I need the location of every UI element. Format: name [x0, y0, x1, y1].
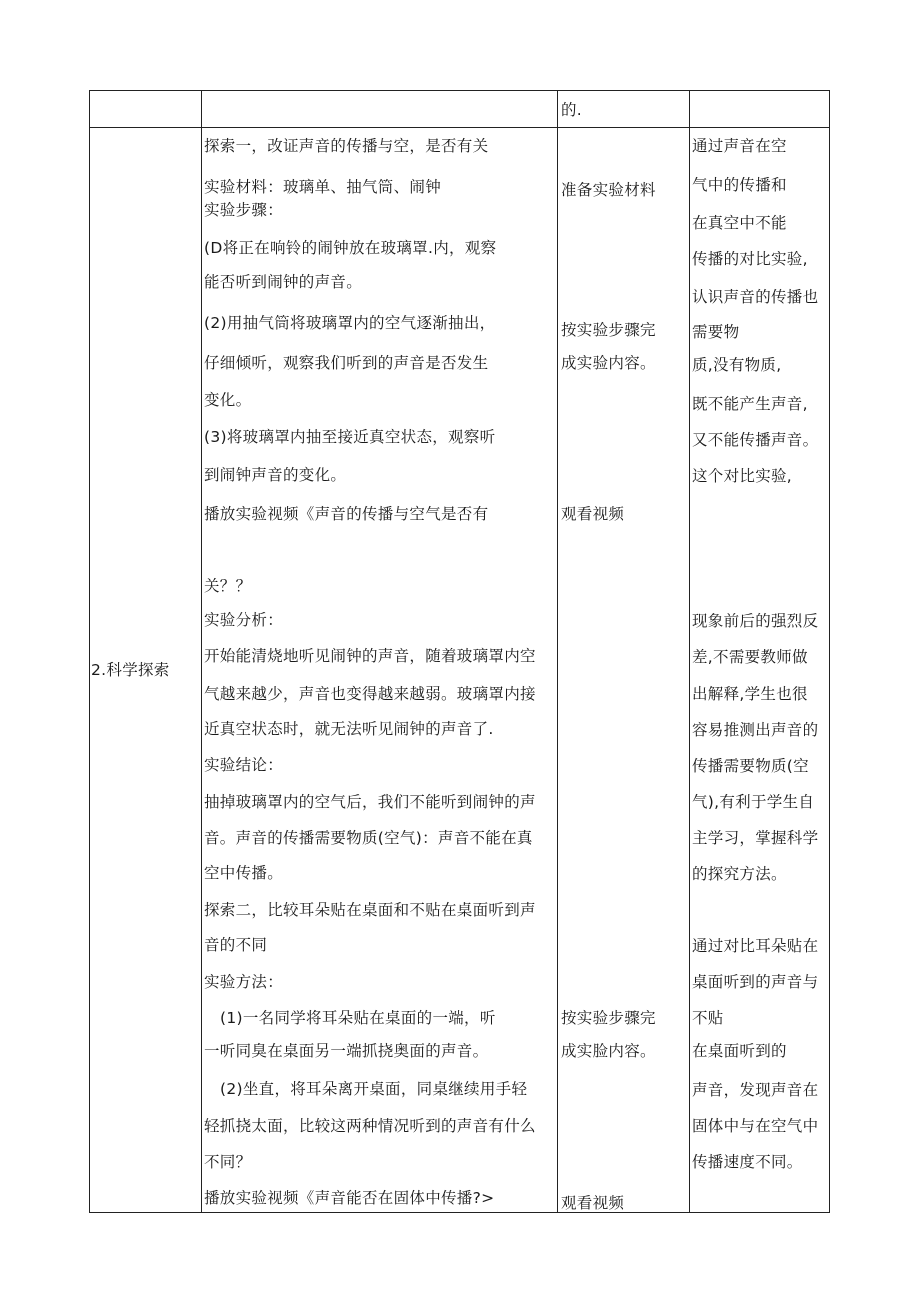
- intent-line: 固体中与在空气中: [692, 1117, 819, 1135]
- content-line: (1)一名同学将耳朵贴在桌面的一端，听: [220, 1009, 496, 1027]
- content-line: 播放实验视频《声音的传播与空气是否有: [204, 505, 489, 523]
- intent-line: 主学习，掌握科学: [692, 829, 819, 847]
- col-divider-2: [557, 90, 558, 1213]
- content-line: 变化。: [204, 391, 252, 409]
- col-border-right: [829, 90, 830, 1213]
- col-divider-3: [689, 90, 690, 1213]
- intent-line: 认识声音的传播也: [692, 288, 819, 306]
- intent-line: 桌面听到的声音与: [692, 973, 819, 991]
- activity-line: 观看视频: [561, 505, 625, 523]
- content-line: (2)坐直，将耳朵离开桌面，同桌继续用手轻: [220, 1080, 528, 1098]
- content-line: 一听同臭在桌面另一端抓挠奥面的声音。: [204, 1042, 489, 1060]
- intent-line: 气中的传播和: [692, 176, 787, 194]
- content-line: 实验步骤：: [204, 201, 284, 219]
- top-row-method-text: 的.: [561, 101, 583, 119]
- activity-line: 成实脸内容。: [561, 1042, 656, 1060]
- activity-line: 按实验步骤完: [561, 321, 656, 339]
- intent-line: 又不能传播声音。: [692, 431, 819, 449]
- intent-line: 声音，发现声音在: [692, 1081, 819, 1099]
- content-line: 气越来越少，声音也变得越来越弱。玻璃罩内接: [204, 685, 536, 703]
- intent-line: 既不能产生声音,: [692, 395, 808, 413]
- intent-line: 传播的对比实验,: [692, 250, 808, 268]
- content-line: 音的不同: [204, 936, 268, 954]
- content-line: 关？？: [204, 577, 252, 595]
- content-line: 抽掉玻璃罩内的空气后，我们不能听到闹钟的声: [204, 793, 536, 811]
- intent-line: 出解释,学生也很: [692, 685, 808, 703]
- activity-line: 成实验内容。: [561, 354, 656, 372]
- intent-line: 差,不需要教师做: [692, 648, 808, 666]
- content-line: 空中传播。: [204, 864, 284, 882]
- content-line: 到闹钟声音的变化。: [204, 466, 347, 484]
- activity-line: 按实验步骤完: [561, 1009, 656, 1027]
- intent-line: 传播需要物质(空: [692, 757, 809, 775]
- content-line: (2)用抽气筒将玻璃罩内的空气逐渐抽出，: [204, 314, 496, 332]
- intent-line: 这个对比实验,: [692, 467, 793, 485]
- col-border-left: [89, 90, 90, 1213]
- intent-line: 在真空中不能: [692, 214, 787, 232]
- content-line: 仔细倾听，观察我们听到的声音是否发生: [204, 354, 489, 372]
- intent-line: 通过声音在空: [692, 137, 787, 155]
- content-line: 实验方法：: [204, 973, 284, 991]
- content-line: 实验材料：玻璃单、抽气筒、闹钟: [204, 178, 442, 196]
- intent-line: 通过对比耳朵贴在: [692, 937, 819, 955]
- intent-line: 不贴: [692, 1009, 724, 1027]
- content-line: 探索二，比较耳朵贴在桌面和不贴在桌面听到声: [204, 901, 536, 919]
- content-line: 能否听到闹钟的声音。: [204, 273, 363, 291]
- content-line: 轻抓挠太面，比较这两种情况听到的声音有什么: [204, 1117, 536, 1135]
- content-line: 实验分析：: [204, 611, 284, 629]
- section-label: 2.科学探索: [91, 661, 170, 679]
- content-line: 探索一，改证声音的传播与空，是否有关: [204, 137, 489, 155]
- content-line: (3)将玻璃罩内抽至接近真空状态，观察听: [204, 428, 496, 446]
- content-line: 音。声音的传播需要物质(空气)：声音不能在真: [204, 829, 533, 847]
- content-line: 开始能清烧地听见闹钟的声音，随着玻璃罩内空: [204, 647, 536, 665]
- intent-line: 现象前后的强烈反: [692, 612, 819, 630]
- content-line: 实验结论：: [204, 756, 284, 774]
- intent-line: 在桌面听到的: [692, 1042, 787, 1060]
- activity-line: 观看视频: [561, 1194, 625, 1212]
- intent-line: 质,没有物质,: [692, 356, 782, 374]
- col-divider-1: [201, 90, 202, 1213]
- content-line: 近真空状态时，就无法听见闹钟的声音了.: [204, 720, 494, 738]
- activity-line: 准备实验材料: [561, 181, 656, 199]
- content-line: 播放实验视频《声音能否在固体中传播?>: [204, 1189, 495, 1207]
- intent-line: 容易推测出声音的: [692, 721, 819, 739]
- intent-line: 的探究方法。: [692, 865, 787, 883]
- intent-line: 气),有利于学生自: [692, 793, 815, 811]
- intent-line: 传播速度不同。: [692, 1153, 803, 1171]
- content-line: (D将正在响铃的闹钟放在玻璃罩.内，观察: [204, 239, 497, 257]
- intent-line: 需要物: [692, 323, 740, 341]
- content-line: 不同？: [204, 1153, 252, 1171]
